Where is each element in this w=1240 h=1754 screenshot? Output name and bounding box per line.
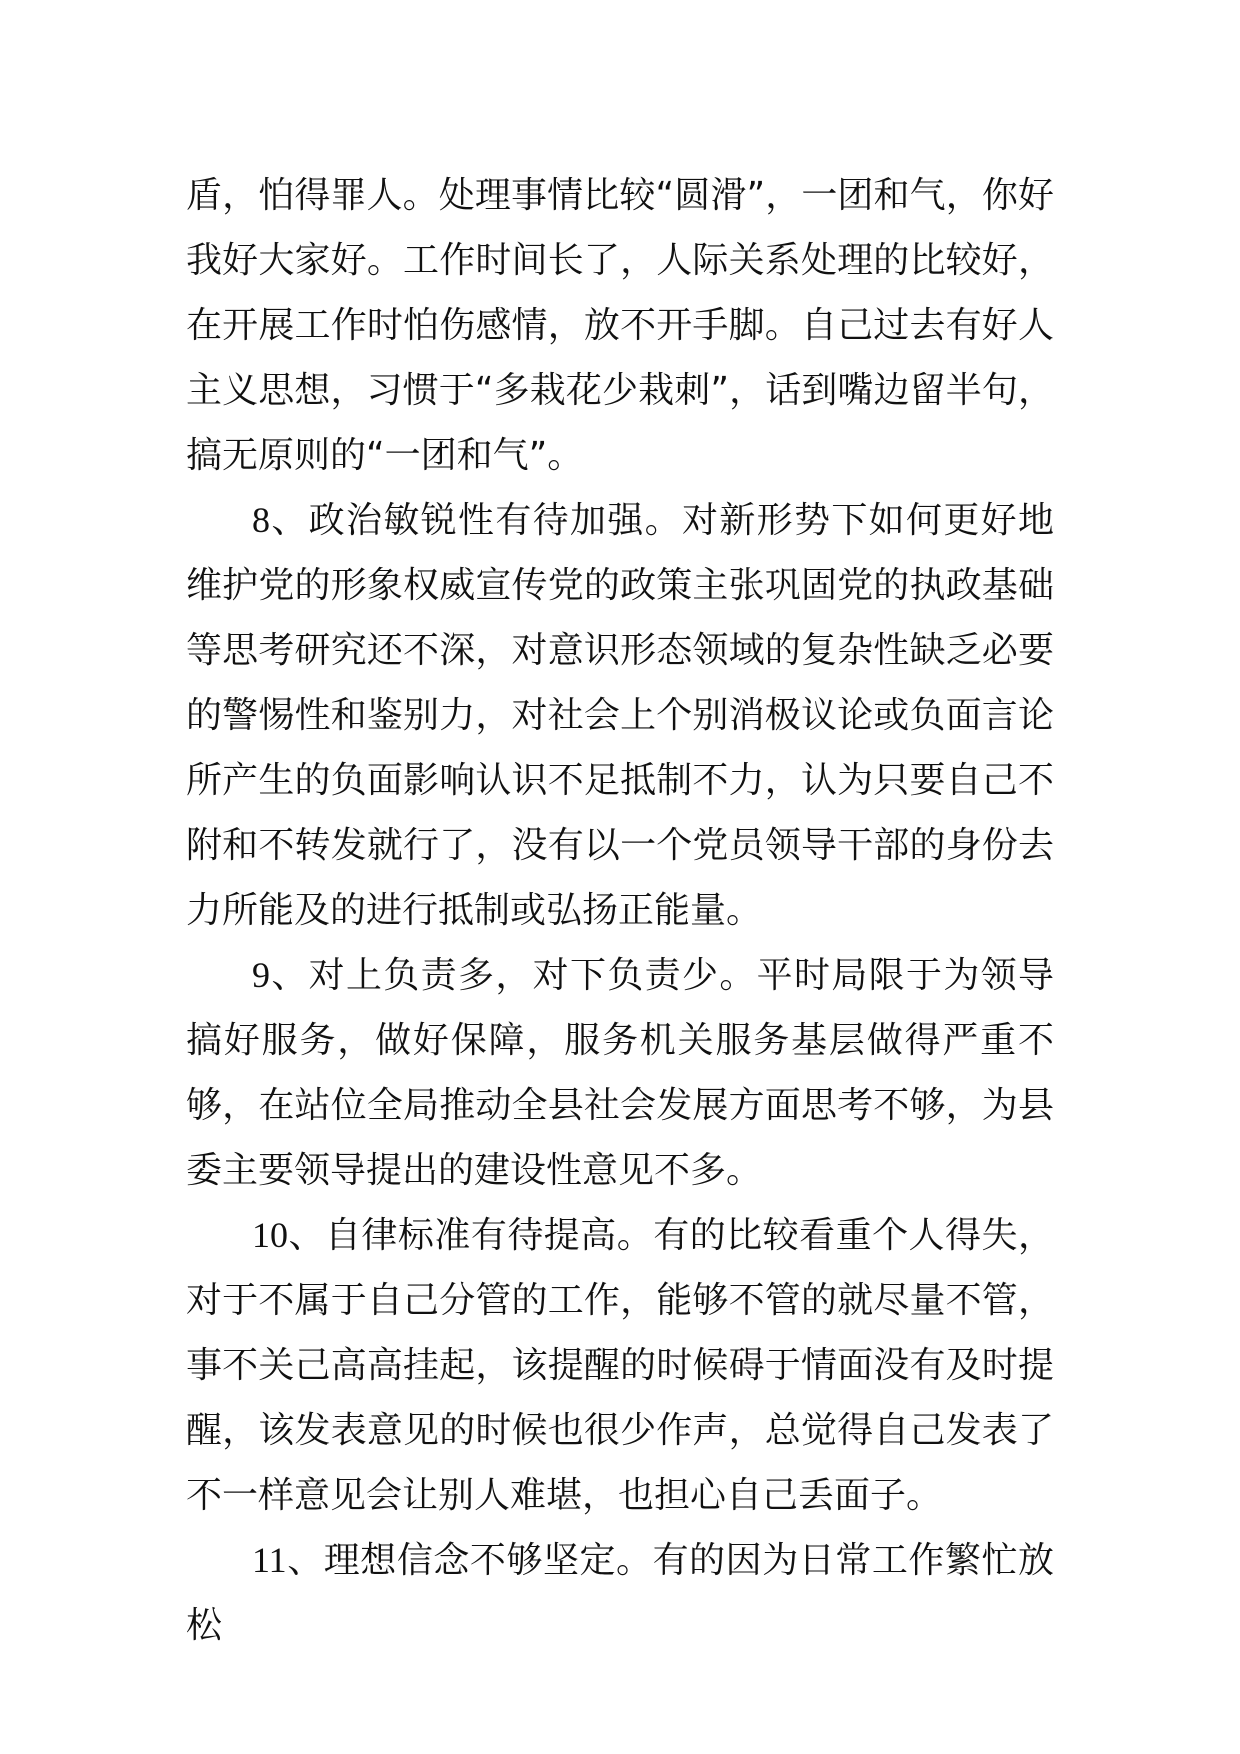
- paragraph-number: 8: [252, 500, 270, 540]
- paragraph-item-8: [186, 488, 1054, 943]
- paragraph-item-11: [186, 1528, 1054, 1658]
- paragraph-number: 9: [252, 955, 270, 995]
- paragraph-item-9: [186, 943, 1054, 1203]
- paragraph-text: 、政治敏锐性有待加强。对新形势下如何更好地维护党的形象权威宣传党的政策主张巩固党的执政基础等思考研究还不深，对意识形态领域的复杂性缺乏必要的警惕性和鉴别力，对社会上个别消极议论或负面言论所产生的负面影响认识不足抵制不力，认为只要自己不附和不转发就行了，没有以一个党员领导干部的身份去力所能及的进行抵制或弘扬正能量。: [186, 500, 1054, 931]
- paragraph-text: 盾，怕得罪人。处理事情比较“圆滑”，一团和气，你好我好大家好。工作时间长了，人际关系处理的比较好，在开展工作时怕伤感情，放不开手脚。自己过去有好人主义思想，习惯于“多栽花少栽刺”，话到嘴边留半句，搞无原则的“一团和气”。: [186, 175, 1054, 476]
- document-body: [186, 163, 1054, 1658]
- paragraph-text: 、理想信念不够坚定。有的因为日常工作繁忙放松: [186, 1540, 1054, 1646]
- paragraph-continuation: [186, 163, 1054, 488]
- paragraph-number: 11: [252, 1540, 287, 1580]
- paragraph-number: 10: [252, 1215, 288, 1255]
- paragraph-text: 、对上负责多，对下负责少。平时局限于为领导搞好服务，做好保障，服务机关服务基层做得严重不够，在站位全局推动全县社会发展方面思考不够，为县委主要领导提出的建设性意见不多。: [186, 955, 1054, 1191]
- paragraph-text: 、自律标准有待提高。有的比较看重个人得失，对于不属于自己分管的工作，能够不管的就尽量不管，事不关己高高挂起，该提醒的时候碍于情面没有及时提醒，该发表意见的时候也很少作声，总觉得自己发表了不一样意见会让别人难堪，也担心自己丢面子。: [186, 1215, 1054, 1516]
- paragraph-item-10: [186, 1203, 1054, 1528]
